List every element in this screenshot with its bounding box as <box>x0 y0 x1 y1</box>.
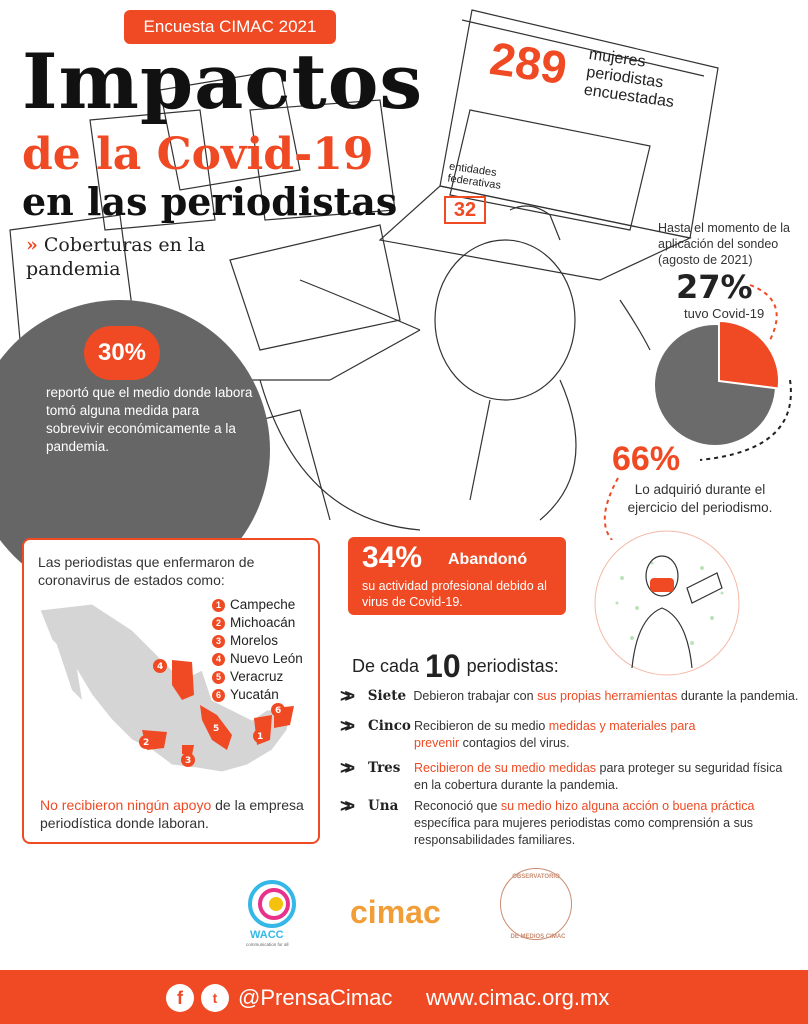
row-desc-b: para proteger su seguridad física en la cobertura durante la pandemia. <box>414 761 783 792</box>
de-cada-suffix: periodistas: <box>466 656 559 676</box>
list-item <box>340 798 800 849</box>
row-desc-highlight: su medio hizo alguna acción o buena práctica <box>500 799 755 813</box>
list-item <box>340 718 800 752</box>
covid-label: tuvo Covid-19 <box>684 306 765 321</box>
wacc-logo <box>244 878 300 948</box>
cimac-logo: cimac <box>350 894 441 930</box>
section-subtitle-text: Coberturas en la pandemia <box>26 234 206 280</box>
observatorio-logo-bottom: DE MEDIOS CIMAC <box>510 934 566 940</box>
double-chevron-icon: >> <box>340 716 350 736</box>
survey-badge: Encuesta CIMAC 2021 <box>124 10 336 44</box>
section-subtitle <box>26 233 236 281</box>
wacc-logo-text: WACC <box>250 929 284 941</box>
row-desc-highlight: sus propias herramientas <box>537 689 678 703</box>
no-support-rest: de la empresa periodística donde laboran. <box>40 797 304 831</box>
row-desc-highlight: Recibieron de su medio medidas <box>414 761 597 775</box>
map-title: Las periodistas que enfermaron de coronavirus de estados como: <box>38 554 255 588</box>
double-chevron-icon: >> <box>340 758 350 778</box>
wacc-logo-subtext: communication for all <box>246 942 289 947</box>
stat30-text: reportó que el medio donde labora tomó alguna medida para sobrevivir económicamente a la pandemia. <box>46 385 253 454</box>
facebook-icon[interactable]: f <box>166 984 194 1012</box>
list-item <box>212 650 332 668</box>
survey-count-label: mujeres periodistas encuestadas <box>582 45 676 112</box>
states-count: 32 <box>444 196 486 224</box>
state-number: 5 <box>212 671 225 684</box>
row-desc-b: durante la pandemia. <box>677 689 799 703</box>
list-item <box>212 632 332 650</box>
covid-pie-chart <box>655 321 779 445</box>
map-marker-5: 5 <box>213 724 220 734</box>
survey-count: 289 <box>486 31 570 95</box>
map-marker-6: 6 <box>275 706 282 716</box>
states-label: entidades federativas <box>446 160 502 192</box>
de-cada-heading <box>352 648 559 685</box>
stat30-value: 30% <box>84 326 160 380</box>
row-word: Siete <box>367 688 407 704</box>
page-title: Impactos <box>22 37 424 126</box>
stat34-label: Abandonó <box>448 551 528 568</box>
list-item <box>212 596 332 614</box>
state-name: Veracruz <box>230 669 284 684</box>
footer <box>0 970 808 1024</box>
no-support-text <box>40 796 310 832</box>
row-desc-a: Debieron trabajar con <box>413 689 538 703</box>
covid-sub-value: 66% <box>612 440 681 478</box>
row-desc <box>414 798 764 849</box>
row-word: Cinco <box>368 718 411 734</box>
map-marker-1: 1 <box>257 732 264 742</box>
map-marker-2: 2 <box>143 738 150 748</box>
website-link[interactable]: www.cimac.org.mx <box>426 985 610 1010</box>
map-marker-4: 4 <box>157 662 164 672</box>
stat34-text: su actividad profesional debido al virus de Covid-19. <box>362 579 547 609</box>
row-desc-b: específica para mujeres periodistas como comprensión a sus responsabilidades familiares. <box>414 816 754 847</box>
state-name: Michoacán <box>230 615 296 630</box>
state-name: Campeche <box>230 597 296 612</box>
state-number: 6 <box>212 689 225 702</box>
row-desc-a: Recibieron de su medio <box>414 719 549 733</box>
list-item <box>340 760 800 794</box>
row-desc-b: contagios del virus. <box>459 736 570 750</box>
journalist-with-mask-illustration <box>592 528 742 678</box>
row-word: Una <box>368 798 399 814</box>
map-marker-3: 3 <box>185 756 192 766</box>
double-chevron-icon: >> <box>340 796 350 816</box>
row-desc <box>414 760 794 794</box>
list-item <box>340 688 800 705</box>
no-support-highlight: No recibieron ningún apoyo <box>40 797 212 813</box>
de-cada-number: 10 <box>425 648 461 684</box>
row-desc-a: Reconoció que <box>414 799 501 813</box>
double-chevron-icon: >> <box>340 686 350 706</box>
row-desc <box>414 718 704 752</box>
twitter-icon[interactable]: t <box>201 984 229 1012</box>
stat34-value: 34% <box>362 541 423 574</box>
state-number: 4 <box>212 653 225 666</box>
list-item <box>212 614 332 632</box>
observatorio-logo-top: OBSERVATORIO <box>512 874 560 880</box>
row-desc <box>413 688 800 705</box>
state-name: Nuevo León <box>230 651 303 666</box>
de-cada-prefix: De cada <box>352 656 420 676</box>
pie-slice-covid <box>719 321 779 389</box>
state-number: 2 <box>212 617 225 630</box>
row-word: Tres <box>368 760 401 776</box>
state-number: 3 <box>212 635 225 648</box>
page-title-line2: de la Covid-19 <box>22 129 374 180</box>
covid-sub-text: Lo adquirió durante el ejercicio del periodismo. <box>627 482 773 515</box>
state-name: Morelos <box>230 633 279 648</box>
row-desc-highlight: medidas y materiales para prevenir <box>414 719 696 750</box>
list-item <box>212 668 332 686</box>
state-number: 1 <box>212 599 225 612</box>
social-handle[interactable]: @PrensaCimac <box>238 985 393 1010</box>
chevron-right-icon: » <box>26 234 38 256</box>
page-title-line3: en las periodistas <box>22 179 398 224</box>
covid-intro: Hasta el momento de la aplicación del sondeo (agosto de 2021) <box>658 221 791 267</box>
covid-value: 27% <box>676 268 753 306</box>
states-list <box>212 596 332 704</box>
list-item <box>212 686 332 704</box>
state-name: Yucatán <box>230 687 279 702</box>
